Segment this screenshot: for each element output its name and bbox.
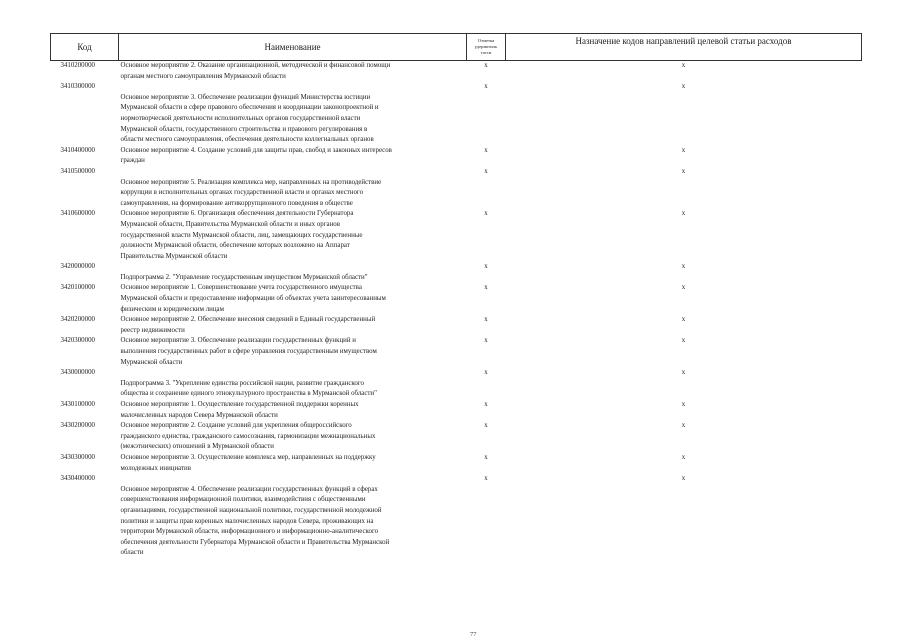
table-row	[51, 209, 862, 262]
row-name-line: малочисленных народов Севера Мурманской области	[120, 411, 278, 419]
row-name-spacer	[121, 262, 459, 273]
row-name-line: выполнения государственных работ в сфере управления государственным имуществом	[120, 348, 377, 356]
row-code: 3420200000	[60, 316, 95, 324]
row-name-line: Правительства Мурманской области	[120, 252, 228, 260]
row-destination: x	[681, 210, 686, 218]
row-name-line: Мурманской области	[120, 358, 183, 366]
table-header-row	[51, 34, 862, 61]
column-header-mark-line: тасти	[480, 50, 492, 55]
row-name-line: граждан	[120, 157, 145, 165]
row-name	[119, 453, 467, 474]
row-destination: x	[681, 337, 686, 345]
table-row	[51, 283, 862, 315]
row-name-spacer	[121, 82, 459, 93]
column-header-name: Наименование	[119, 34, 467, 61]
row-name-line: гражданского единства, гражданского самосознания, гармонизации межнациональных	[120, 432, 376, 440]
row-name	[119, 283, 467, 315]
row-name	[119, 146, 467, 167]
row-name	[119, 167, 467, 209]
table-body	[51, 61, 862, 559]
row-destination: x	[681, 284, 686, 292]
table-row	[51, 453, 862, 474]
row-name-line: области местного самоуправления, обеспечения деятельности коллегиальных органов	[120, 136, 374, 144]
row-name-line: совершенствования информационной политики, взаимодействия с общественными	[120, 496, 366, 504]
row-name-line: обеспечения деятельности Губернатора Мурманской области и Правительства Мурманской	[120, 538, 390, 546]
row-mark: x	[484, 337, 488, 345]
row-mark: x	[484, 83, 488, 91]
column-header-mark	[467, 34, 506, 61]
row-name	[119, 262, 467, 283]
row-name-line: Основное мероприятие 1. Совершенствование учета государственного имущества	[120, 284, 362, 292]
row-name	[119, 336, 467, 368]
row-name	[119, 474, 467, 559]
row-destination: x	[681, 453, 686, 461]
row-name-line: Основное мероприятие 1. Осуществление государственной поддержки коренных	[120, 401, 359, 408]
row-mark: x	[484, 210, 488, 218]
row-mark: x	[484, 422, 488, 430]
row-destination: x	[681, 401, 686, 408]
column-header-mark-line: удержеачль	[474, 44, 498, 49]
budget-codes-table	[50, 33, 862, 559]
page-number: 77	[470, 631, 477, 638]
row-destination: x	[681, 475, 686, 483]
table-row	[51, 421, 862, 453]
table-row	[51, 61, 862, 83]
row-code: 3430000000	[60, 369, 95, 377]
row-mark: x	[484, 284, 488, 292]
row-destination: x	[681, 422, 686, 430]
row-code: 3420000000	[60, 263, 95, 271]
row-name-spacer	[121, 167, 459, 178]
row-code: 3430400000	[60, 475, 95, 483]
row-mark: x	[484, 453, 488, 461]
row-name	[119, 315, 467, 336]
row-name	[119, 61, 467, 83]
row-name-line: Основное мероприятие 3. Обеспечение реализации функций Министерства юстиции	[120, 93, 371, 101]
row-destination: x	[681, 369, 686, 377]
row-name-line: Мурманской области в сфере правового обеспечения и координации законопроектной и	[120, 104, 379, 112]
row-name-line: нормотворческой деятельности исполнительных органов государственной власти	[120, 114, 361, 122]
row-name-line: Мурманской области и предоставление информации об объектах учета заинтересованным	[120, 295, 386, 303]
row-mark: x	[484, 62, 488, 69]
row-name-line: государственной власти Мурманской области, лиц, замещающих государственные	[120, 231, 363, 239]
column-header-destination: Назначение кодов направлений целевой статьи расходов	[506, 34, 862, 61]
row-name-line: (межэтнических) отношений в Мурманской области	[120, 443, 274, 451]
row-code: 3420300000	[60, 337, 95, 345]
row-code: 3430200000	[60, 422, 95, 430]
row-mark: x	[484, 369, 488, 377]
document-page	[50, 33, 862, 559]
row-name-line: Основное мероприятие 2. Оказание организационной, методической и финансовой помощи	[120, 62, 391, 69]
row-name-spacer	[121, 474, 459, 485]
row-code: 3410400000	[60, 146, 95, 154]
row-code: 3430100000	[60, 401, 95, 408]
table-row	[51, 474, 862, 559]
row-destination: x	[681, 167, 686, 175]
column-header-mark-line: Отметка	[477, 38, 495, 43]
row-name-line: Основное мероприятие 4. Обеспечение реализации государственных функций в сферах	[120, 485, 378, 493]
row-mark: x	[484, 167, 488, 175]
row-name-spacer	[121, 368, 459, 379]
row-name-line: Основное мероприятие 3. Осуществление комплекса мер, направленных на поддержку	[120, 453, 376, 461]
row-name-line: Мурманской области, Правительства Мурманской области и иных органов	[120, 220, 340, 228]
table-row	[51, 400, 862, 421]
table-row	[51, 262, 862, 283]
row-destination: x	[681, 146, 686, 154]
row-code: 3420100000	[60, 284, 95, 292]
row-name	[119, 209, 467, 262]
row-name	[119, 400, 467, 421]
row-name-line: территории Мурманской области, информационного и информационно-аналитического	[120, 528, 379, 536]
table-row	[51, 82, 862, 146]
row-name-line: Основное мероприятие 6. Организация обеспечения деятельности Губернатора	[120, 210, 354, 218]
row-destination: x	[681, 263, 686, 271]
row-name-line: Подпрограмма 2. "Управление государственным имуществом Мурманской области"	[120, 273, 368, 281]
row-name-line: реестр недвижимости	[120, 326, 185, 334]
row-destination: x	[681, 316, 686, 324]
table-row	[51, 368, 862, 400]
row-destination: x	[681, 83, 686, 91]
table-row	[51, 336, 862, 368]
row-code: 3410600000	[60, 210, 95, 218]
row-name-line: самоуправления, на формирование антикоррупционного поведения в обществе	[120, 199, 353, 207]
row-name-line: Мурманской области, государственного строительства и правового регулирования в	[120, 125, 368, 133]
row-mark: x	[484, 146, 488, 154]
row-mark: x	[484, 401, 488, 408]
row-name-line: политики и защиты прав коренных малочисленных народов Севера, проживающих на	[120, 517, 374, 525]
row-name	[119, 368, 467, 400]
column-header-code: Код	[51, 34, 119, 61]
row-name	[119, 82, 467, 146]
row-code: 3410300000	[60, 83, 95, 91]
row-name-line: Основное мероприятие 3. Обеспечение реализации государственных функций и	[120, 337, 356, 345]
row-name-line: Основное мероприятие 2. Создание условий для укрепления общероссийского	[120, 422, 352, 430]
table-row	[51, 315, 862, 336]
row-name-line: Основное мероприятие 2. Обеспечение внесения сведений в Единый государственный	[120, 316, 376, 324]
row-name-line: области	[120, 549, 144, 557]
table-row	[51, 146, 862, 167]
row-name-line: Основное мероприятие 5. Реализация комплекса мер, направленных на противодействие	[120, 178, 382, 186]
table-row	[51, 167, 862, 209]
row-code: 3410500000	[60, 167, 95, 175]
row-name-line: Подпрограмма 3. "Укрепление единства российской нации, развитие гражданского	[120, 379, 364, 387]
row-destination: x	[681, 62, 686, 69]
row-mark: x	[484, 316, 488, 324]
row-name-line: физическим и юридическим лицам	[120, 305, 224, 313]
row-name-line: органам местного самоуправления Мурманской области	[120, 72, 286, 80]
row-name-line: организациями, государственной национальной политики, государственной молодежной	[120, 506, 382, 514]
row-name-line: Основное мероприятие 4. Создание условий для защиты прав, свобод и законных интересов	[120, 146, 392, 154]
row-name-line: коррупции в исполнительных органах государственной власти и органах местного	[120, 189, 364, 197]
row-name-line: молодежных инициатив	[120, 464, 191, 472]
row-mark: x	[484, 263, 488, 271]
row-code: 3430300000	[60, 453, 95, 461]
row-mark: x	[484, 475, 488, 483]
row-name	[119, 421, 467, 453]
row-name-line: общества и сохранение единого этнокультурного пространства в Мурманской области"	[120, 390, 377, 398]
row-code: 3410200000	[60, 62, 95, 69]
row-name-line: должности Мурманской области, обеспечение которых возложено на Аппарат	[120, 242, 350, 250]
